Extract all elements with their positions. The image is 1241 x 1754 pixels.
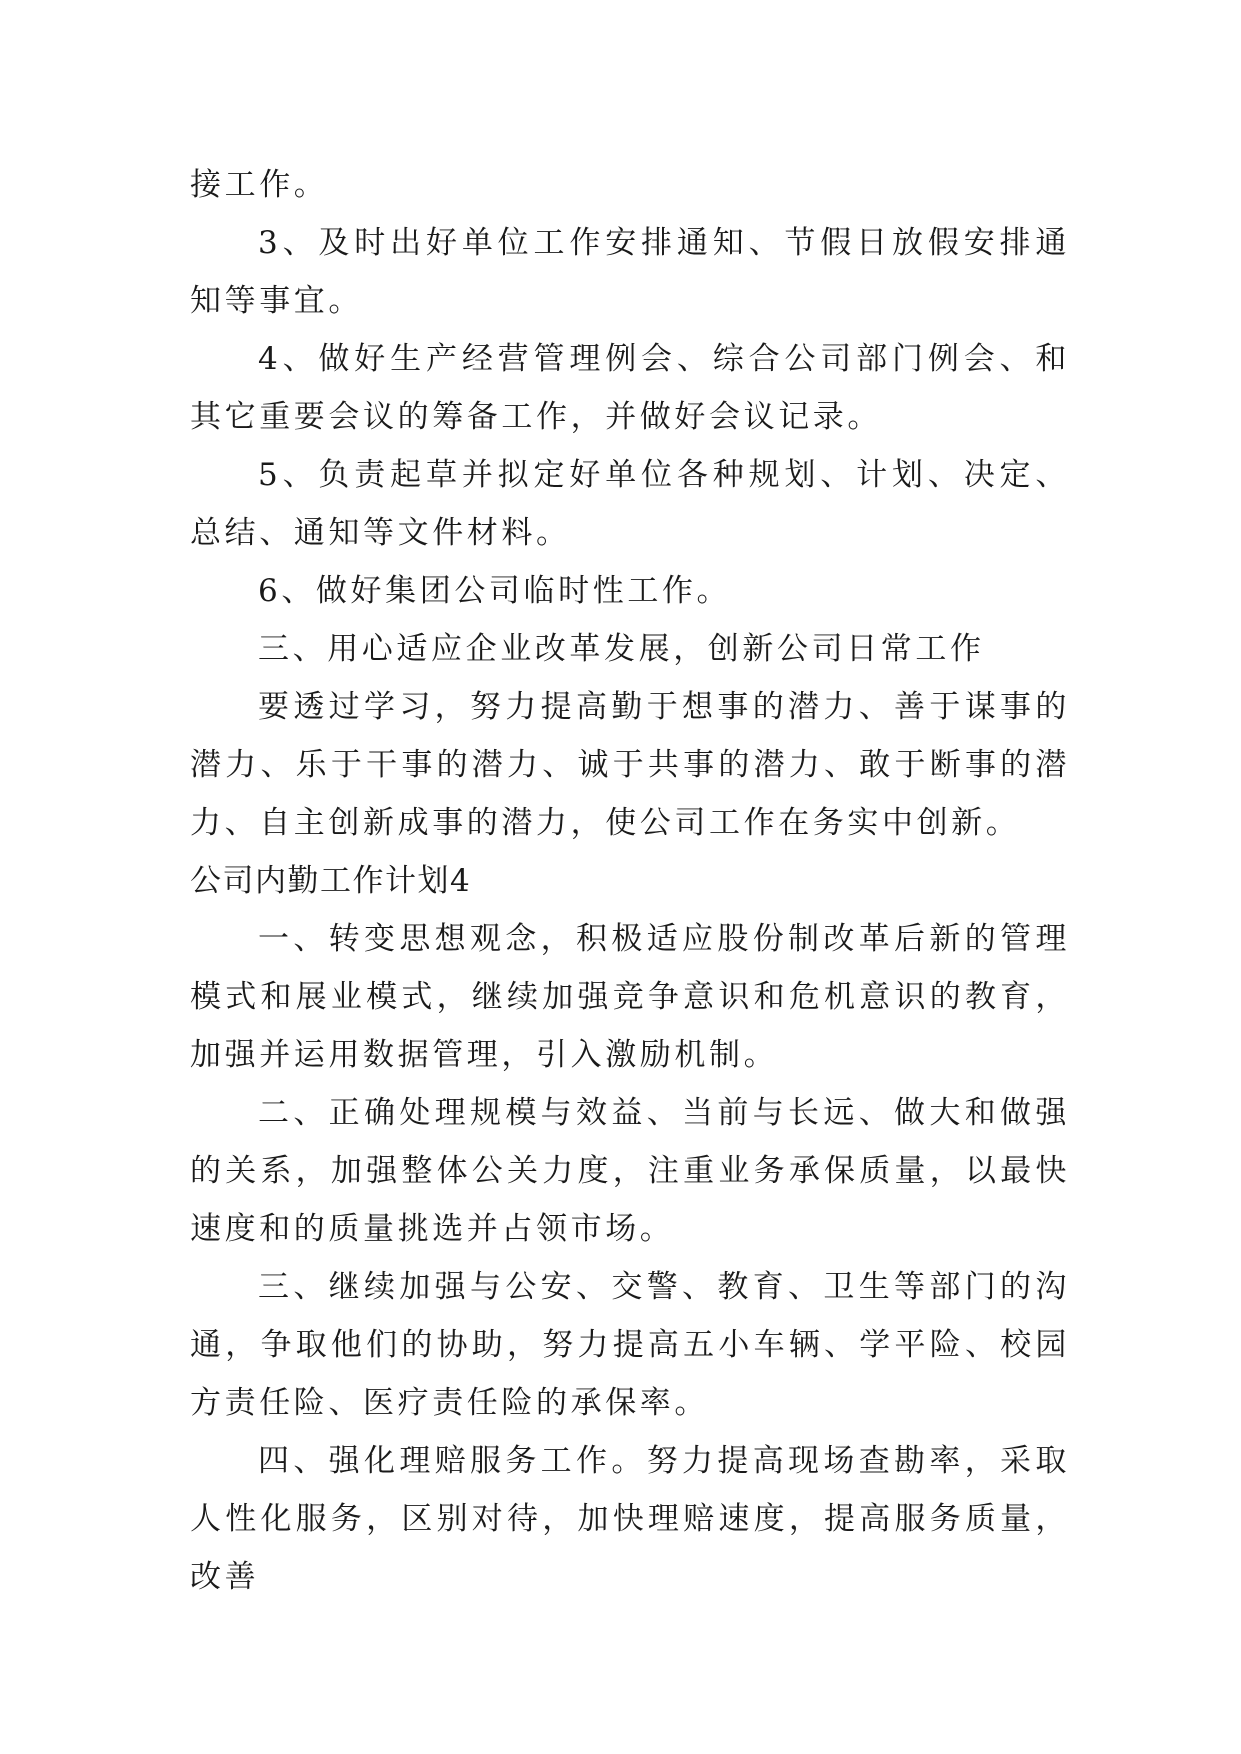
paragraph-point-4: 四、强化理赔服务工作。努力提高现场查勘率，采取人性化服务，区别对待，加快理赔速度，提高服务质量，改善 bbox=[190, 1443, 1070, 1595]
paragraph-item-6: 6、做好集团公司临时性工作。 bbox=[258, 573, 732, 609]
paragraph-item-5: 5、负责起草并拟定好单位各种规划、计划、决定、总结、通知等文件材料。 bbox=[190, 457, 1070, 551]
paragraph-point-1: 一、转变思想观念，积极适应股份制改革后新的管理模式和展业模式，继续加强竞争意识和危机意识的教育，加强并运用数据管理，引入激励机制。 bbox=[190, 921, 1070, 1073]
document-subtitle: 公司内勤工作计划4 bbox=[190, 863, 472, 899]
document-body bbox=[190, 156, 1070, 1606]
paragraph-point-3: 三、继续加强与公安、交警、教育、卫生等部门的沟通，争取他们的协助，努力提高五小车辆、学平险、校园方责任险、医疗责任险的承保率。 bbox=[190, 1269, 1070, 1421]
paragraph-section-3-body: 要透过学习，努力提高勤于想事的潜力、善于谋事的潜力、乐于干事的潜力、诚于共事的潜力、敢于断事的潜力、自主创新成事的潜力，使公司工作在务实中创新。 bbox=[190, 689, 1070, 841]
paragraph-point-2: 二、正确处理规模与效益、当前与长远、做大和做强的关系，加强整体公关力度，注重业务承保质量，以最快速度和的质量挑选并占领市场。 bbox=[190, 1095, 1070, 1247]
paragraph-item-3: 3、及时出好单位工作安排通知、节假日放假安排通知等事宜。 bbox=[190, 225, 1070, 319]
paragraph-continuation: 接工作。 bbox=[190, 167, 329, 203]
section-heading-3: 三、用心适应企业改革发展，创新公司日常工作 bbox=[258, 631, 985, 667]
paragraph-item-4: 4、做好生产经营管理例会、综合公司部门例会、和其它重要会议的筹备工作，并做好会议记录。 bbox=[190, 341, 1070, 435]
